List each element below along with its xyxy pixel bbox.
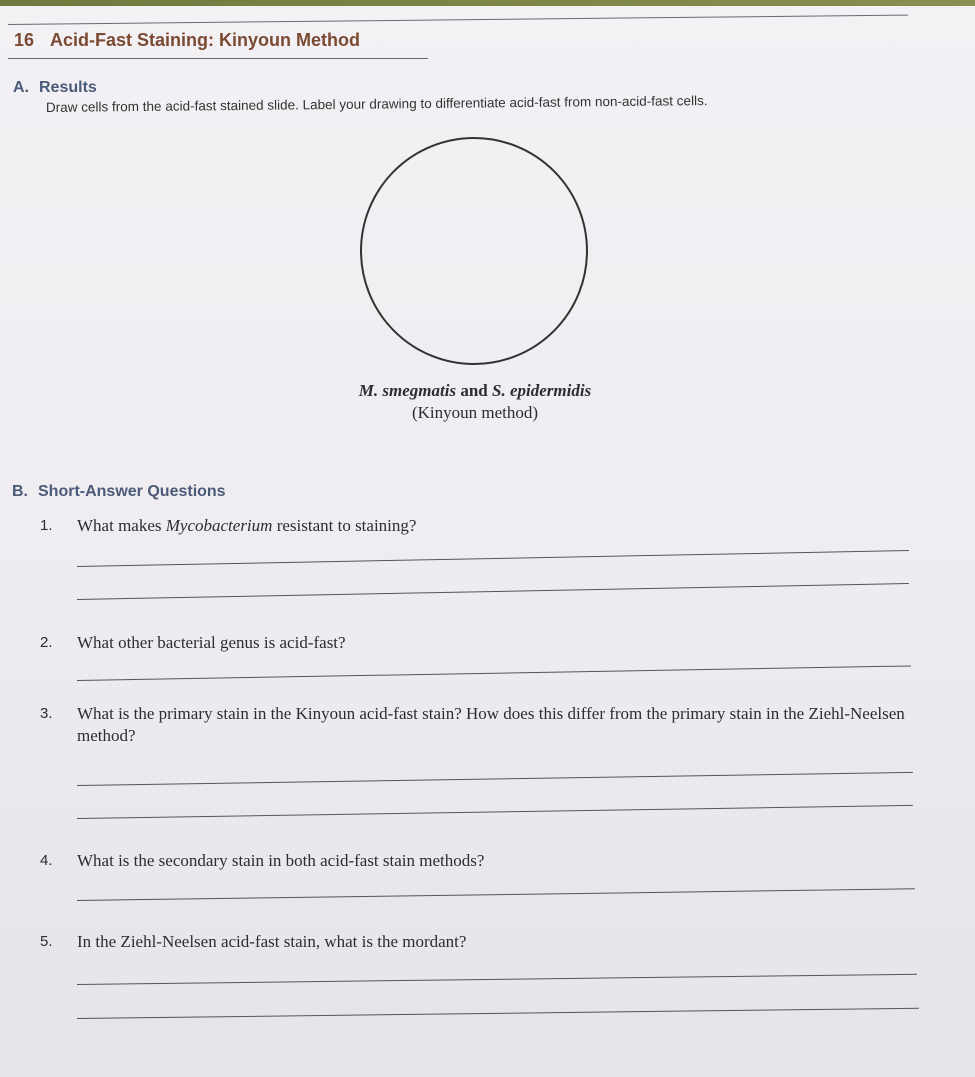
section-b-letter: B. — [12, 483, 28, 500]
chapter-title-text: Acid-Fast Staining: Kinyoun Method — [50, 30, 361, 50]
question-1 — [40, 515, 925, 537]
question-text: What is the secondary stain in both acid-fast stain methods? — [77, 851, 485, 870]
results-instructions: Draw cells from the acid-fast stained slide. Label your drawing to differentiate acid-fast from non-acid-fast cells. — [45, 93, 708, 115]
section-a-letter: A. — [13, 79, 29, 96]
drawing-caption-organisms — [330, 381, 620, 401]
drawing-circle[interactable] — [360, 137, 588, 365]
answer-line-q4[interactable] — [77, 888, 915, 901]
page-top-band — [0, 0, 975, 6]
question-number: 1. — [40, 517, 53, 534]
answer-line-q1-a[interactable] — [77, 550, 909, 567]
organism-1: M. smegmatis — [358, 381, 457, 400]
question-text-part: What makes — [77, 516, 166, 535]
question-number: 3. — [40, 705, 53, 722]
question-5 — [40, 931, 925, 953]
answer-line-q1-b[interactable] — [77, 583, 909, 600]
answer-line-q3-a[interactable] — [77, 772, 913, 786]
section-b-title: Short-Answer Questions — [38, 483, 226, 500]
drawing-caption-method: (Kinyoun method) — [411, 403, 539, 422]
header-rule — [8, 15, 908, 25]
question-number: 2. — [40, 634, 53, 651]
section-a-title: Results — [39, 79, 97, 96]
question-text — [77, 515, 925, 537]
question-number: 4. — [40, 852, 53, 869]
chapter-number: 16 — [14, 30, 35, 50]
genus-name: Mycobacterium — [165, 516, 273, 535]
question-4 — [40, 850, 925, 872]
answer-line-q3-b[interactable] — [77, 805, 913, 819]
answer-line-q5-b[interactable] — [77, 1008, 919, 1019]
answer-line-q2[interactable] — [77, 665, 911, 681]
answer-line-q5-a[interactable] — [77, 974, 917, 985]
question-text: What other bacterial genus is acid-fast? — [77, 633, 346, 652]
caption-conjunction: and — [456, 381, 493, 400]
section-b-heading — [12, 483, 226, 501]
question-text: In the Ziehl-Neelsen acid-fast stain, what is the mordant? — [77, 932, 467, 951]
question-text: What is the primary stain in the Kinyoun acid-fast stain? How does this differ from the primary stain in the Ziehl-Neelsen method? — [77, 704, 905, 745]
organism-2: S. epidermidis — [492, 381, 592, 400]
question-number: 5. — [40, 933, 53, 950]
section-a-heading — [13, 79, 97, 97]
question-3 — [40, 703, 925, 747]
question-2 — [40, 632, 925, 654]
title-underline — [8, 58, 428, 59]
chapter-title — [14, 30, 360, 51]
question-text-part: resistant to staining? — [272, 516, 417, 535]
